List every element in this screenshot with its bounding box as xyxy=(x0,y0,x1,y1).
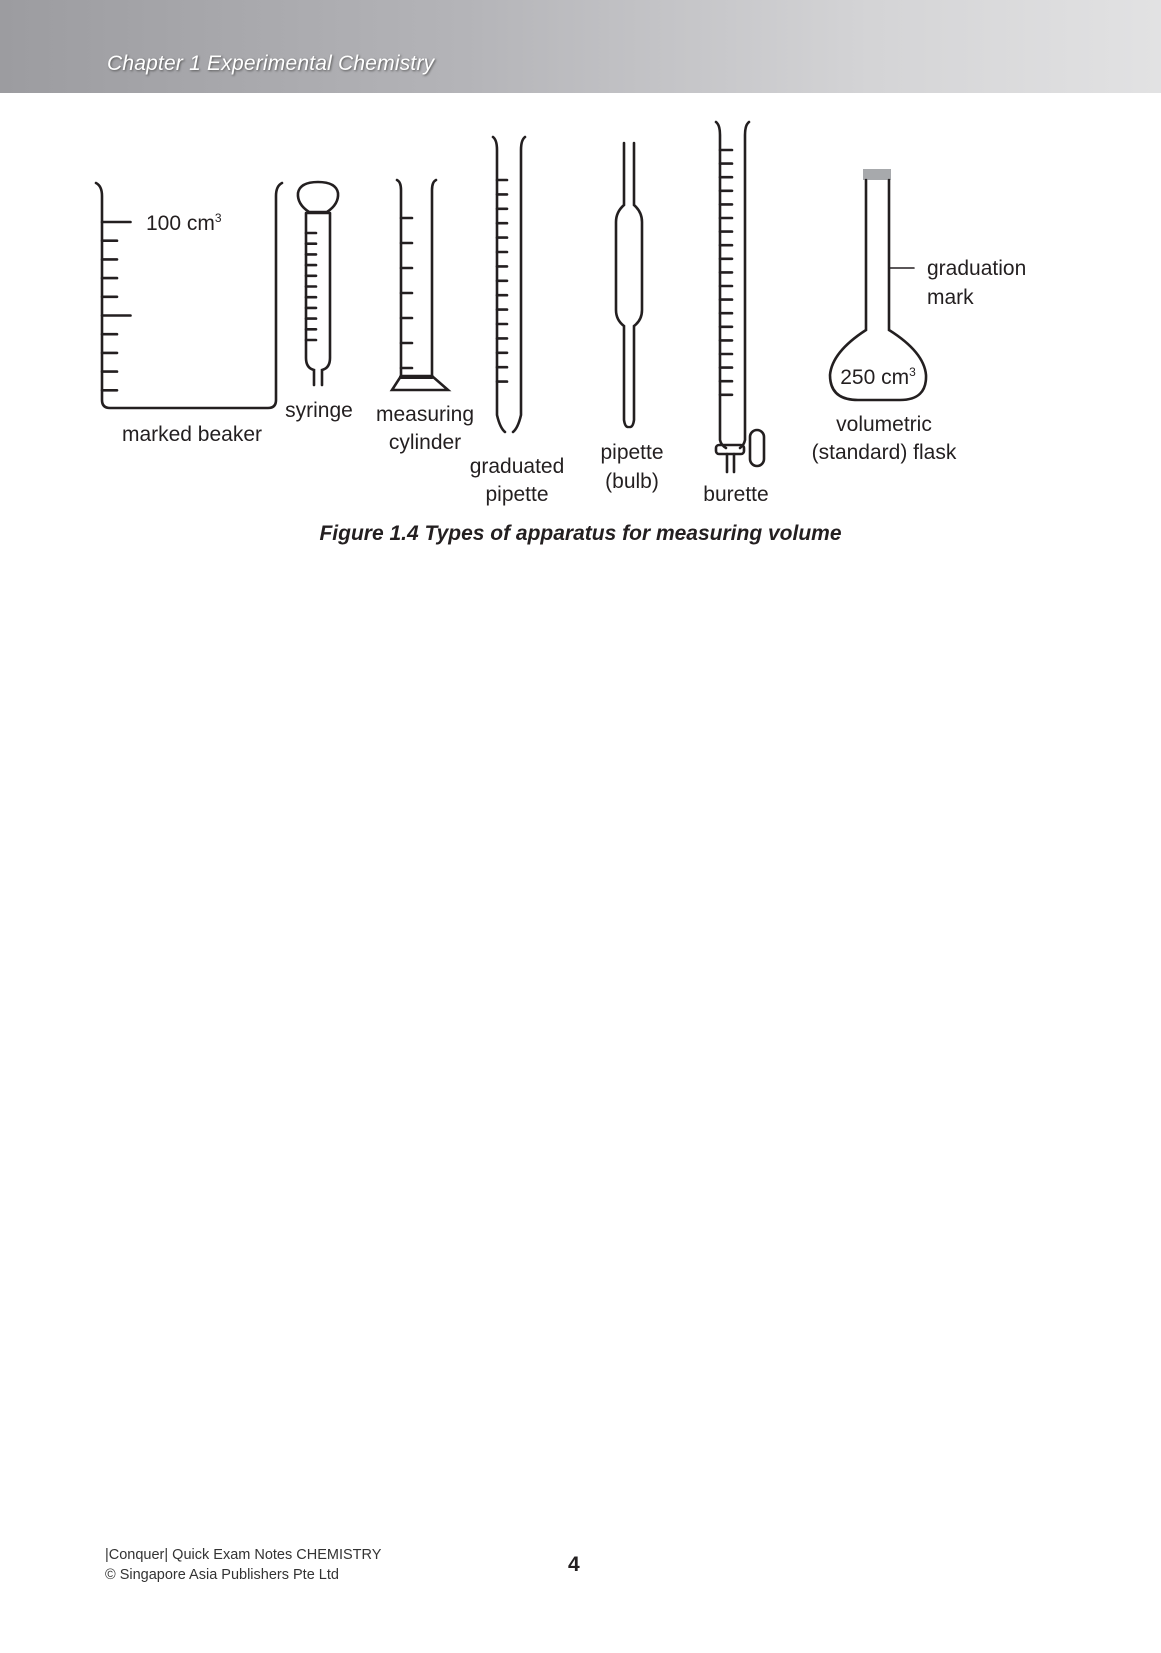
burette-outlet xyxy=(727,454,734,472)
graduated-pipette-ticks xyxy=(497,180,507,382)
graduated-pipette-label-1: graduated xyxy=(469,455,565,478)
cylinder-label-2: cylinder xyxy=(388,431,462,454)
syringe-scale-ticks xyxy=(306,233,316,340)
syringe-plunger-knob xyxy=(298,182,338,212)
graduation-mark-label-1: graduation xyxy=(927,257,1027,280)
bulb-pipette-outline xyxy=(616,143,642,427)
page-number: 4 xyxy=(568,1553,580,1576)
flask-volume-label: 250 $cm^3$ xyxy=(840,365,916,389)
flask-stopper xyxy=(863,169,891,180)
flask-label-1: volumetric xyxy=(836,413,932,436)
burette xyxy=(716,122,764,472)
burette-scale-ticks xyxy=(720,150,732,395)
graduation-mark-label-2: mark xyxy=(927,286,974,309)
bulb-pipette xyxy=(616,143,642,427)
beaker-label: marked beaker xyxy=(121,423,263,446)
bulb-pipette-label-2: (bulb) xyxy=(605,470,659,493)
measuring-cylinder xyxy=(392,180,448,390)
cylinder-scale-ticks xyxy=(401,218,412,368)
syringe xyxy=(298,182,338,385)
cylinder-outline xyxy=(392,180,448,390)
burette-tap xyxy=(716,445,744,454)
beaker-mark-label: 100 $cm^3$ xyxy=(146,211,222,235)
bulb-pipette-label-1: pipette xyxy=(600,441,664,464)
flask-label-2: (standard) flask xyxy=(811,441,957,464)
figure-caption: Figure 1.4 Types of apparatus for measuring volume xyxy=(319,522,842,545)
graduated-pipette-label-2: pipette xyxy=(485,483,549,506)
footer-copyright: © Singapore Asia Publishers Pte Ltd xyxy=(105,1567,339,1583)
burette-tap-handle xyxy=(750,430,764,466)
footer-book-title: |Conquer| Quick Exam Notes CHEMISTRY xyxy=(105,1547,382,1563)
beaker-scale-ticks xyxy=(102,222,131,390)
syringe-barrel xyxy=(306,213,330,385)
burette-label: burette xyxy=(703,483,769,506)
graduated-pipette xyxy=(493,137,525,432)
cylinder-label-1: measuring xyxy=(375,403,475,426)
chapter-title: Chapter 1 Experimental Chemistry xyxy=(107,52,435,75)
footer xyxy=(105,1545,381,1585)
syringe-label: syringe xyxy=(285,399,353,422)
